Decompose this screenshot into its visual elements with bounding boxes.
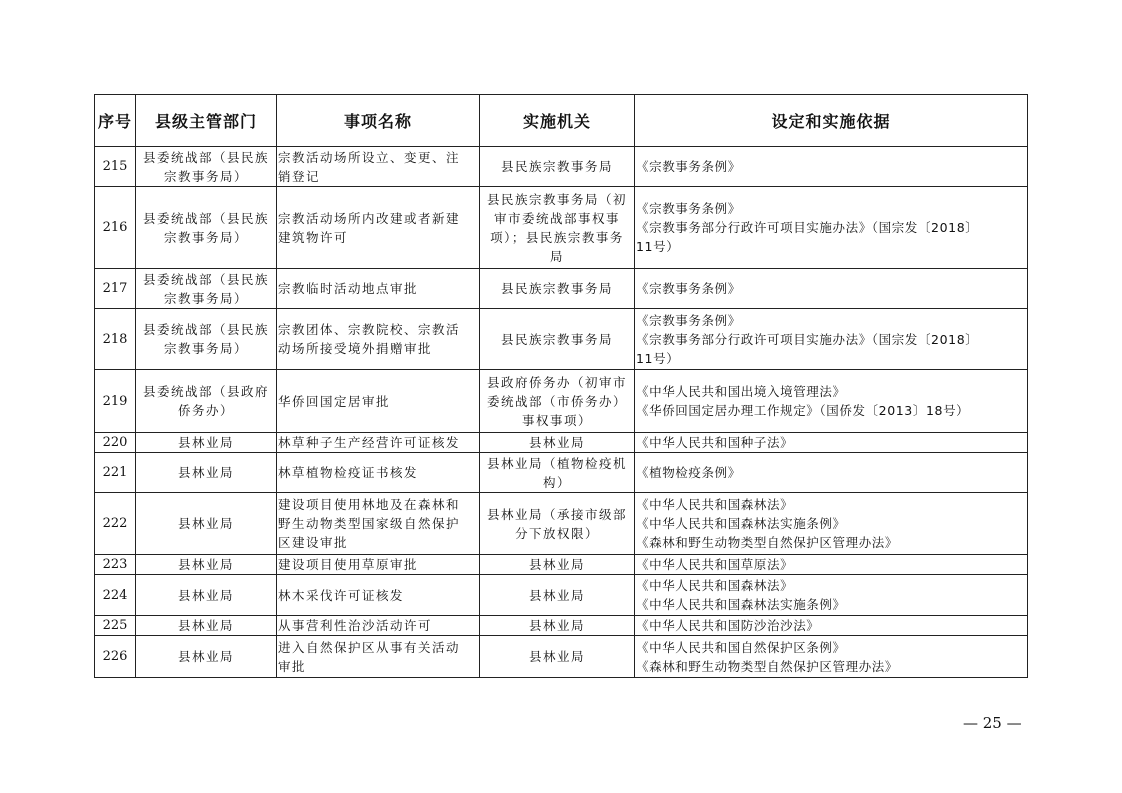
cell-text-line: 县委统战部（县民族 (142, 149, 269, 165)
table-row (95, 147, 1028, 187)
cell-text-line: 《宗教事务条例》 (636, 312, 741, 328)
table-row (95, 433, 1028, 453)
header-county-department: 县级主管部门 (136, 95, 277, 147)
cell-text-line: 县民族宗教事务局 (500, 159, 613, 174)
cell-text-line: 县林业局 (177, 649, 234, 664)
cell-county-department (136, 269, 277, 309)
cell-text-line: 委统战部（市侨务办） (486, 393, 627, 409)
cell-county-department (136, 309, 277, 370)
cell-implementing-agency (480, 575, 635, 616)
cell-text-line: 《中华人民共和国森林法》 (636, 497, 794, 512)
table-row (95, 636, 1028, 678)
cell-text-line: 县林业局 (177, 557, 234, 572)
cell-text-line: 销登记 (278, 168, 321, 184)
cell-serial-number: 226 (95, 636, 136, 678)
cell-text-line: 县林业局 (177, 516, 234, 531)
cell-text-line: 《宗教事务部分行政许可项目实施办法》（国宗发〔2018〕 (636, 331, 979, 347)
cell-text-line: 《森林和野生动物类型自然保护区管理办法》 (636, 535, 899, 550)
table-row (95, 187, 1028, 269)
cell-item-name (277, 187, 480, 269)
cell-text-line: 11号） (636, 350, 680, 366)
cell-text-line: 县林业局 (177, 465, 234, 480)
table-header-row (95, 95, 1028, 147)
cell-implementing-agency (480, 433, 635, 453)
cell-implementing-agency (480, 616, 635, 636)
cell-item-name (277, 309, 480, 370)
cell-text-line: 审市委统战部事权事 (493, 210, 620, 226)
cell-text-line: 《中华人民共和国森林法》 (636, 578, 794, 593)
cell-text-line: 《中华人民共和国草原法》 (636, 557, 794, 572)
table-row (95, 370, 1028, 433)
cell-implementing-agency (480, 493, 635, 555)
cell-text-line: 宗教事务局） (163, 290, 248, 306)
table-row (95, 575, 1028, 616)
cell-text-line: 林木采伐许可证核发 (278, 587, 405, 603)
cell-text-line: 县林业局 (177, 587, 234, 603)
cell-text-line: 从事营利性治沙活动许可 (278, 618, 433, 633)
cell-county-department (136, 187, 277, 269)
cell-implementing-agency (480, 187, 635, 269)
cell-item-name (277, 493, 480, 555)
cell-text-line: 《宗教事务条例》 (636, 201, 741, 216)
page-number: — 25 — (963, 714, 1022, 732)
cell-implementing-agency (480, 555, 635, 575)
cell-item-name (277, 269, 480, 309)
cell-text-line: 县政府侨务办（初审市 (486, 374, 627, 390)
cell-county-department (136, 493, 277, 555)
cell-text-line: 《中华人民共和国自然保护区条例》 (636, 639, 846, 655)
cell-legal-basis (635, 187, 1028, 269)
cell-text-line: 局 (549, 248, 564, 264)
cell-item-name (277, 616, 480, 636)
cell-legal-basis (635, 493, 1028, 555)
cell-text-line: 侨务办） (177, 403, 234, 418)
cell-text-line: 建设项目使用草原审批 (278, 557, 419, 572)
cell-text-line: 构） (542, 474, 571, 490)
cell-text-line: 《宗教事务条例》 (636, 159, 741, 174)
cell-text-line: 县民族宗教事务局（初 (486, 191, 627, 207)
cell-implementing-agency (480, 147, 635, 187)
cell-county-department (136, 433, 277, 453)
table-row (95, 616, 1028, 636)
cell-text-line: 宗教活动场所内改建或者新建 (278, 210, 461, 226)
cell-text-line: 宗教事务局） (163, 168, 248, 184)
cell-text-line: 动场所接受境外捐赠审批 (278, 341, 433, 356)
cell-text-line: 县林业局 (177, 618, 234, 633)
cell-text-line: 县林业局（承接市级部 (486, 506, 627, 522)
cell-serial-number: 215 (95, 147, 136, 187)
cell-legal-basis (635, 616, 1028, 636)
cell-text-line: 县林业局 (528, 587, 585, 603)
cell-text-line: 《森林和野生动物类型自然保护区管理办法》 (636, 658, 899, 674)
cell-text-line: 《中华人民共和国森林法实施条例》 (636, 597, 846, 612)
cell-county-department (136, 147, 277, 187)
cell-text-line: 宗教事务局） (163, 229, 248, 245)
cell-serial-number: 219 (95, 370, 136, 433)
cell-text-line: 分下放权限） (514, 525, 599, 541)
cell-text-line: 建设项目使用林地及在森林和 (278, 497, 461, 512)
cell-serial-number: 225 (95, 616, 136, 636)
cell-text-line: 《植物检疫条例》 (636, 465, 741, 480)
table-row (95, 555, 1028, 575)
header-implementing-agency: 实施机关 (480, 95, 635, 147)
cell-text-line: 《宗教事务部分行政许可项目实施办法》（国宗发〔2018〕 (636, 220, 979, 235)
cell-legal-basis (635, 575, 1028, 616)
cell-legal-basis (635, 147, 1028, 187)
cell-item-name (277, 453, 480, 493)
cell-legal-basis (635, 370, 1028, 433)
cell-text-line: 《宗教事务条例》 (636, 281, 741, 296)
cell-text-line: 林草植物检疫证书核发 (278, 465, 419, 480)
table-row (95, 309, 1028, 370)
header-item-name: 事项名称 (277, 95, 480, 147)
cell-implementing-agency (480, 453, 635, 493)
cell-serial-number: 221 (95, 453, 136, 493)
cell-item-name (277, 575, 480, 616)
cell-implementing-agency (480, 636, 635, 678)
cell-text-line: 县委统战部（县民族 (142, 271, 269, 287)
cell-serial-number: 223 (95, 555, 136, 575)
cell-text-line: 县林业局 (528, 435, 585, 450)
cell-text-line: 县委统战部（县民族 (142, 210, 269, 226)
cell-text-line: 《中华人民共和国森林法实施条例》 (636, 516, 846, 531)
cell-legal-basis (635, 309, 1028, 370)
cell-text-line: 县林业局 (528, 649, 585, 664)
cell-item-name (277, 555, 480, 575)
cell-county-department (136, 370, 277, 433)
cell-serial-number: 218 (95, 309, 136, 370)
table-body (95, 147, 1028, 678)
cell-text-line: 建筑物许可 (278, 229, 349, 245)
cell-text-line: 区建设审批 (278, 535, 349, 550)
cell-text-line: 宗教团体、宗教院校、宗教活 (278, 322, 461, 337)
cell-text-line: 宗教临时活动地点审批 (278, 281, 419, 296)
cell-item-name (277, 370, 480, 433)
cell-text-line: 11号） (636, 239, 680, 254)
cell-county-department (136, 636, 277, 678)
cell-text-line: 项）；县民族宗教事务 (490, 229, 624, 245)
cell-text-line: 《华侨回国定居办理工作规定》（国侨发〔2013〕18号） (636, 403, 970, 418)
cell-legal-basis (635, 636, 1028, 678)
table-row (95, 453, 1028, 493)
cell-item-name (277, 147, 480, 187)
cell-legal-basis (635, 269, 1028, 309)
cell-serial-number: 217 (95, 269, 136, 309)
cell-text-line: 审批 (278, 658, 307, 674)
cell-text-line: 林草种子生产经营许可证核发 (278, 435, 461, 450)
cell-text-line: 县林业局 (528, 618, 585, 633)
header-legal-basis: 设定和实施依据 (635, 95, 1028, 147)
cell-text-line: 野生动物类型国家级自然保护 (278, 516, 461, 531)
cell-county-department (136, 575, 277, 616)
cell-legal-basis (635, 453, 1028, 493)
cell-serial-number: 222 (95, 493, 136, 555)
cell-implementing-agency (480, 269, 635, 309)
cell-text-line: 县委统战部（县民族 (142, 322, 269, 337)
cell-item-name (277, 636, 480, 678)
cell-legal-basis (635, 555, 1028, 575)
cell-text-line: 进入自然保护区从事有关活动 (278, 639, 461, 655)
cell-county-department (136, 453, 277, 493)
items-table (94, 94, 1028, 678)
cell-serial-number: 220 (95, 433, 136, 453)
cell-text-line: 宗教活动场所设立、变更、注 (278, 149, 461, 165)
cell-legal-basis (635, 433, 1028, 453)
table-row (95, 493, 1028, 555)
cell-text-line: 县委统战部（县政府 (142, 384, 269, 399)
cell-item-name (277, 433, 480, 453)
cell-text-line: 县民族宗教事务局 (500, 331, 613, 347)
cell-text-line: 县林业局（植物检疫机 (486, 455, 627, 471)
cell-county-department (136, 555, 277, 575)
cell-text-line: 宗教事务局） (163, 341, 248, 356)
cell-text-line: 县林业局 (177, 435, 234, 450)
cell-text-line: 《中华人民共和国种子法》 (636, 435, 794, 450)
cell-serial-number: 216 (95, 187, 136, 269)
cell-implementing-agency (480, 370, 635, 433)
table-row (95, 269, 1028, 309)
cell-serial-number: 224 (95, 575, 136, 616)
cell-text-line: 《中华人民共和国防沙治沙法》 (636, 618, 820, 633)
header-serial-number: 序号 (95, 95, 136, 147)
cell-text-line: 华侨回国定居审批 (278, 393, 391, 409)
cell-text-line: 事权事项） (521, 412, 592, 428)
cell-implementing-agency (480, 309, 635, 370)
cell-text-line: 县民族宗教事务局 (500, 281, 613, 296)
cell-text-line: 县林业局 (528, 557, 585, 572)
cell-text-line: 《中华人民共和国出境入境管理法》 (636, 384, 846, 399)
cell-county-department (136, 616, 277, 636)
